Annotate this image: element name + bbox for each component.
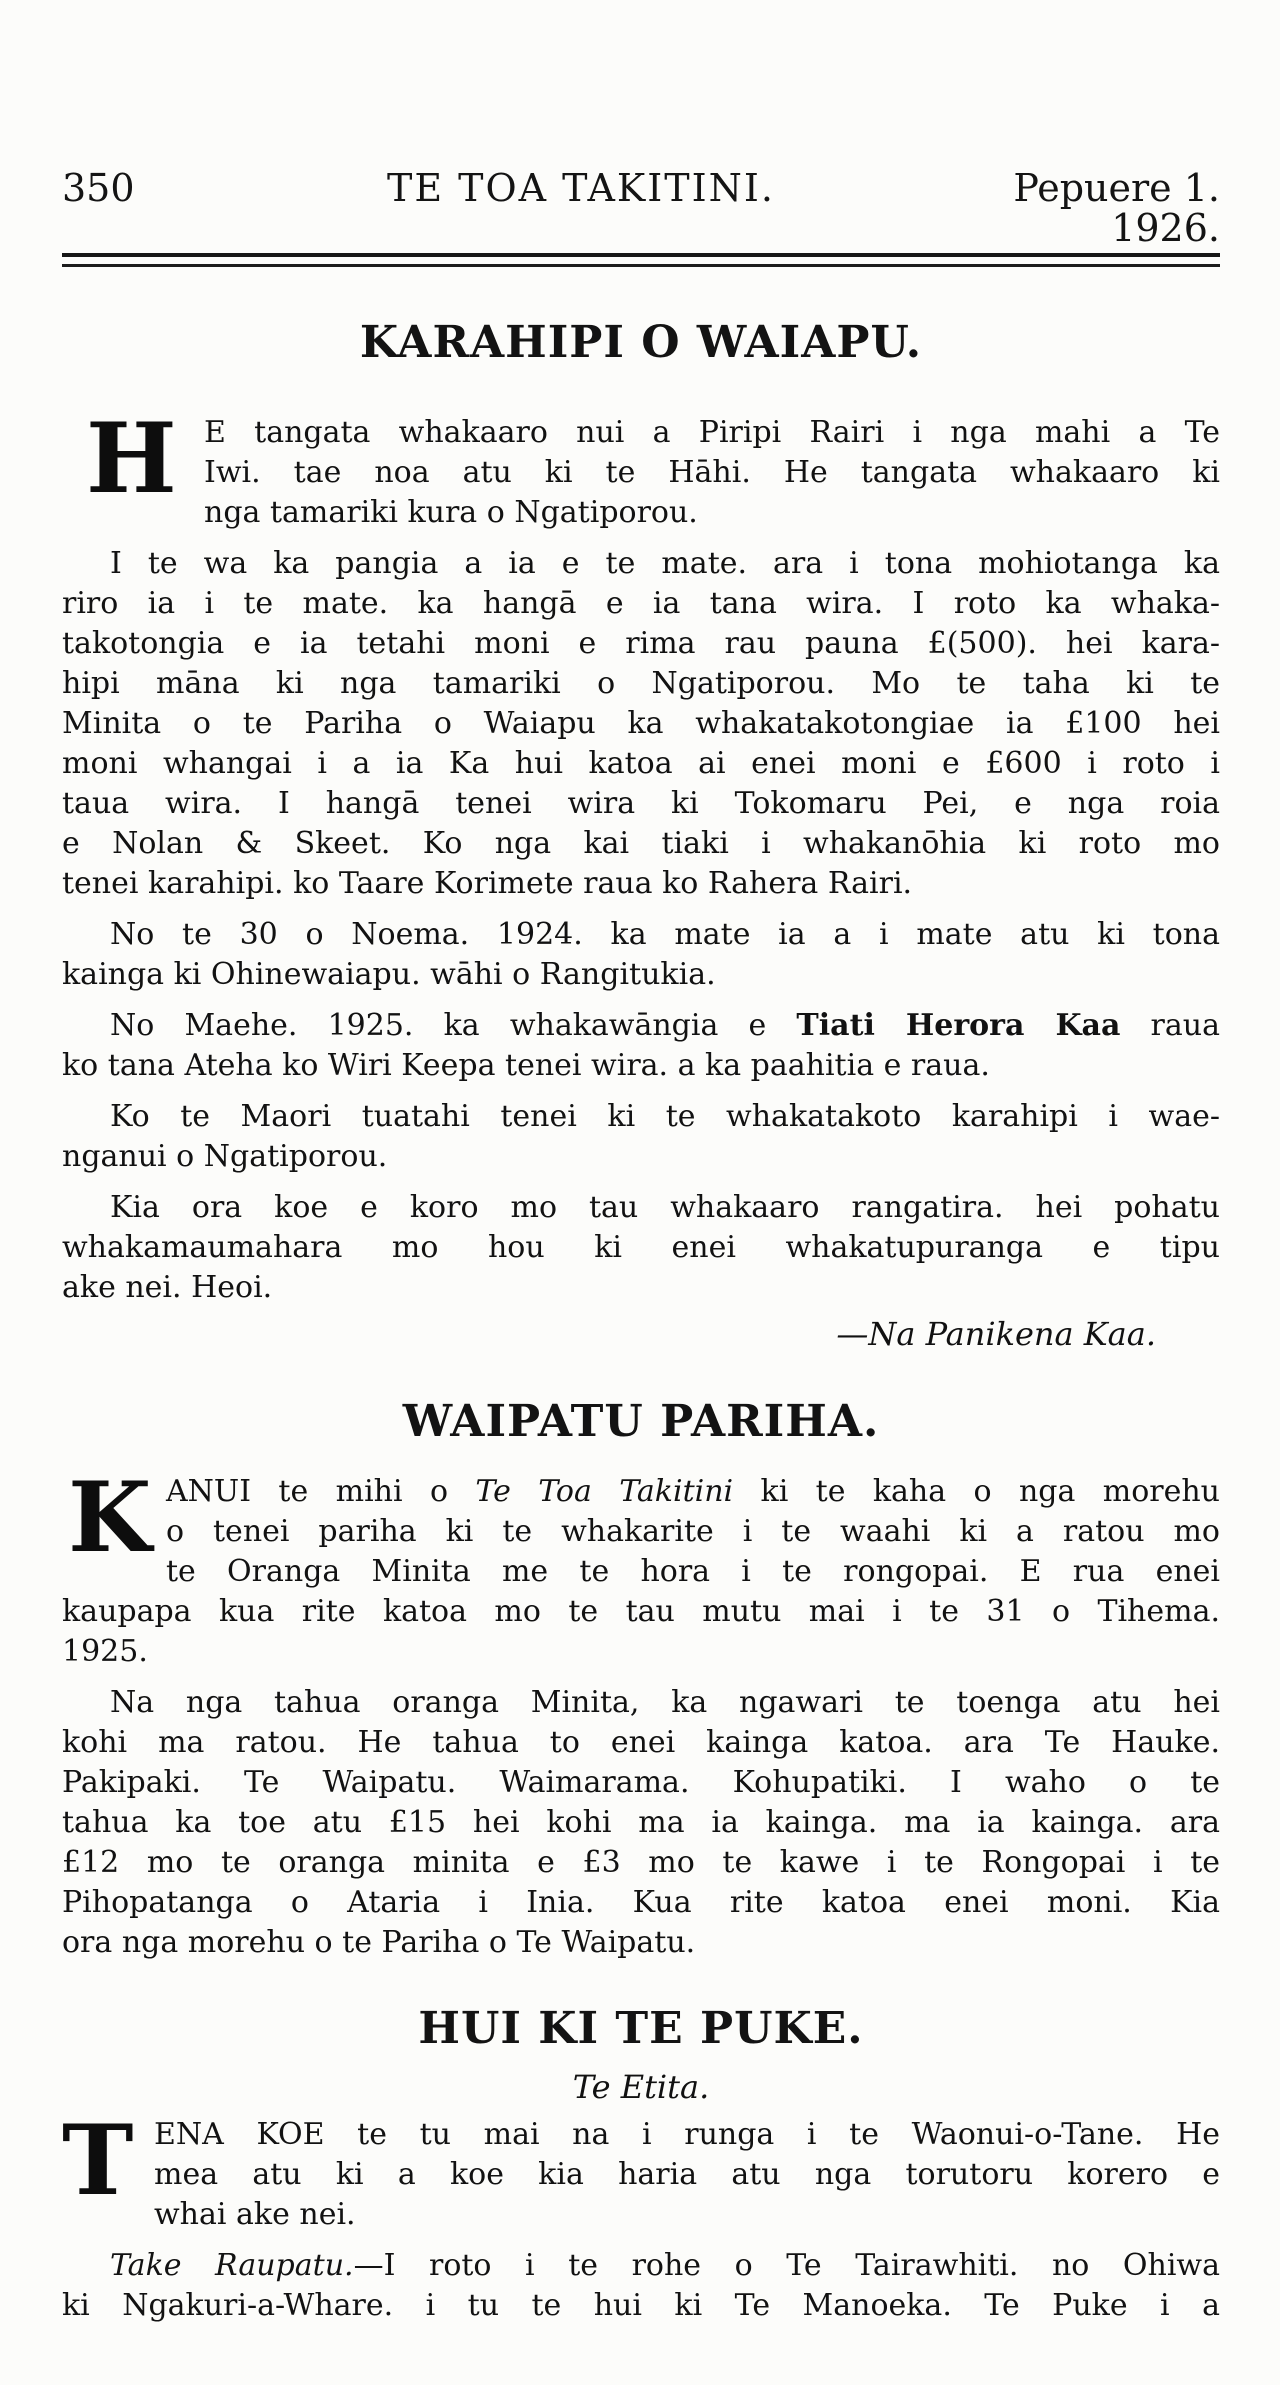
text-run: raua [1120, 1008, 1220, 1043]
text-line: I te wa ka pangia a ia e te mate. ara i tona mohiotanga ka [110, 546, 1220, 581]
paragraph [62, 402, 1220, 533]
text-run: —I roto i te rohe o Te Tairawhiti. no Ohiwa [353, 2248, 1221, 2283]
article-title: HUI KI TE PUKE. [418, 2003, 864, 2054]
paragraph [62, 1006, 1220, 1086]
text-line: ko tana Ateha ko Wiri Keepa tenei wira. a ka paahitia e raua. [62, 1048, 990, 1083]
paragraph [62, 915, 1220, 995]
text-line: kainga ki Ohinewaiapu. wāhi o Rangitukia. [62, 957, 716, 992]
text-line: Pihopatanga o Ataria i Inia. Kua rite katoa enei moni. Kia [62, 1885, 1220, 1920]
paragraph [62, 1461, 1220, 1672]
running-head [62, 0, 1220, 248]
text-line: Ko te Maori tuatahi tenei ki te whakatakoto karahipi i wae- [110, 1099, 1220, 1134]
text-line: Na nga tahua oranga Minita, ka ngawari te toenga atu hei [110, 1685, 1220, 1720]
text-line: hipi māna ki nga tamariki o Ngatiporou. Mo te taha ki te [62, 666, 1220, 701]
issue-date: Pepuere 1. 1926. [1013, 166, 1220, 250]
page-number: 350 [62, 166, 135, 210]
text-run: ki te kaha o nga morehu [733, 1474, 1220, 1509]
text-line: takotongia e ia tetahi moni e rima rau pauna £(500). hei kara- [62, 626, 1220, 661]
text-line: mea atu ki a koe kia haria atu nga torutoru korero e [154, 2157, 1220, 2192]
masthead-title: TE TOA TAKITINI. [387, 166, 775, 210]
text-run: ANUI te mihi o [166, 1474, 476, 1509]
text-line: tenei karahipi. ko Taare Korimete raua ko Rahera Rairi. [62, 866, 913, 901]
text-line: kohi ma ratou. He tahua to enei kainga katoa. ara Te Hauke. [62, 1725, 1220, 1760]
paragraph [62, 2104, 1220, 2235]
paragraph [62, 1683, 1220, 1963]
text-line: whakamaumahara mo hou ki enei whakatupuranga e tipu [62, 1230, 1220, 1265]
paragraph [62, 1097, 1220, 1177]
text-line: ki Ngakuri-a-Whare. i tu te hui ki Te Manoeka. Te Puke i a [62, 2288, 1220, 2323]
text-line [62, 1006, 1220, 1046]
text-line: nganui o Ngatiporou. [62, 1139, 388, 1174]
article-title: KARAHIPI O WAIAPU. [359, 317, 923, 368]
text-line: riro ia i te mate. ka hangā e ia tana wira. I roto ka whaka- [62, 586, 1220, 621]
text-run: No Maehe. 1925. ka whakawāngia e [110, 1008, 797, 1043]
article-hui-ki-te-puke [62, 2005, 1220, 2326]
double-rule-divider [62, 253, 1220, 267]
article-subtitle: Te Etita. [572, 2068, 710, 2106]
text-line: moni whangai i a ia Ka hui katoa ai enei moni e £600 i roto i [62, 746, 1220, 781]
author-signature: —Na Panikena Kaa. [836, 1315, 1156, 1353]
article-title: WAIPATU PARIHA. [402, 1396, 880, 1447]
text-line [62, 1472, 1220, 1512]
paragraph [62, 1188, 1220, 1308]
article-karahipi-o-waiapu [62, 319, 1220, 1354]
text-line: o tenei pariha ki te whakarite i te waahi ki a ratou mo [166, 1514, 1220, 1549]
text-line: te Oranga Minita me te hora i te rongopai. E rua enei [166, 1554, 1220, 1589]
text-line: Pakipaki. Te Waipatu. Waimarama. Kohupatiki. I waho o te [62, 1765, 1220, 1800]
text-line: whai ake nei. [154, 2197, 356, 2232]
paragraph [62, 544, 1220, 904]
text-line: Kia ora koe e koro mo tau whakaaro rangatira. hei pohatu [110, 1190, 1220, 1225]
drop-cap: K [68, 1461, 152, 1574]
text-line: £12 mo te oranga minita e £3 mo te kawe i te Rongopai i te [62, 1845, 1220, 1880]
text-line: Minita o te Pariha o Waiapu ka whakatakotongiae ia £100 hei [62, 706, 1220, 741]
bold-name-run: Tiati Herora Kaa [796, 1008, 1121, 1043]
italic-lead-run: Take Raupatu. [110, 2248, 354, 2283]
text-line: E tangata whakaaro nui a Piripi Rairi i nga mahi a Te [204, 415, 1220, 450]
italic-title-run: Te Toa Takitini [475, 1474, 734, 1509]
text-line: Iwi. tae noa atu ki te Hāhi. He tangata whakaaro ki [204, 455, 1220, 490]
article-waipatu-pariha [62, 1398, 1220, 1963]
text-line: tahua ka toe atu £15 hei kohi ma ia kainga. ma ia kainga. ara [62, 1805, 1220, 1840]
text-line: taua wira. I hangā tenei wira ki Tokomaru Pei, e nga roia [62, 786, 1220, 821]
text-line: No te 30 o Noema. 1924. ka mate ia a i mate atu ki tona [110, 917, 1220, 952]
text-line: e Nolan & Skeet. Ko nga kai tiaki i whakanōhia ki roto mo [62, 826, 1220, 861]
text-line: 1925. [62, 1634, 148, 1669]
paragraph [62, 2246, 1220, 2326]
drop-cap: H [86, 402, 177, 515]
text-line: nga tamariki kura o Ngatiporou. [204, 495, 698, 530]
text-line: ora nga morehu o te Pariha o Te Waipatu. [62, 1925, 696, 1960]
text-line: ENA KOE te tu mai na i runga i te Waonui-o-Tane. He [154, 2117, 1220, 2152]
drop-cap: T [62, 2104, 134, 2217]
text-line: kaupapa kua rite katoa mo te tau mutu mai i te 31 o Tihema. [62, 1594, 1220, 1629]
text-line: ake nei. Heoi. [62, 1270, 273, 1305]
text-line [62, 2246, 1220, 2286]
